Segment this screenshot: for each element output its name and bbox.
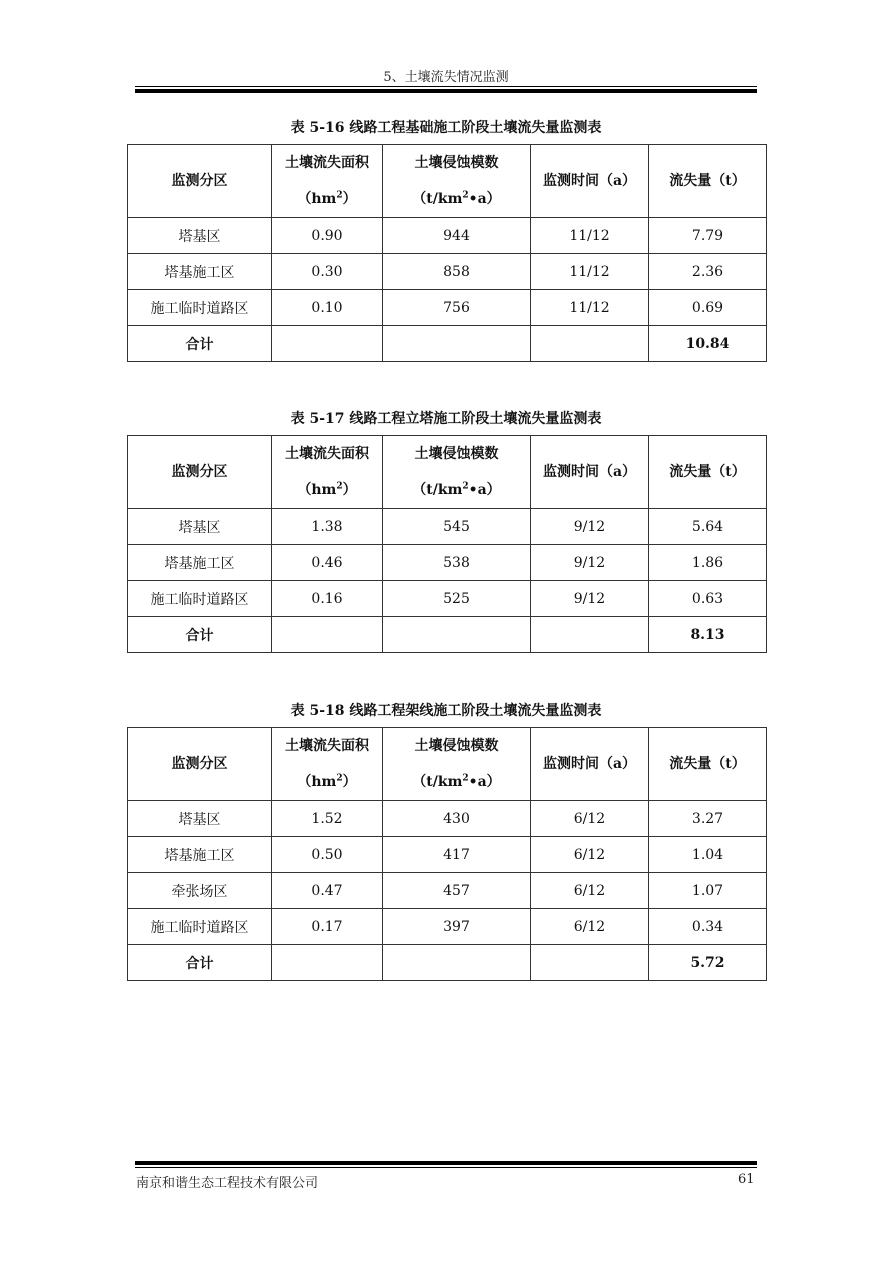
cell-loss: 3.27 (649, 801, 767, 837)
cell-zone: 塔基区 (128, 509, 272, 545)
cell-time: 9/12 (531, 545, 649, 581)
cell-empty (531, 945, 649, 981)
cell-area: 1.38 (272, 509, 383, 545)
cell-loss: 1.04 (649, 837, 767, 873)
cell-modulus: 430 (383, 801, 531, 837)
cell-modulus: 944 (383, 218, 531, 254)
cell-time: 11/12 (531, 218, 649, 254)
cell-time: 11/12 (531, 290, 649, 326)
monitoring-table (127, 727, 767, 981)
header-loss: 流失量（t） (649, 145, 767, 218)
table-row (128, 801, 767, 837)
header-time: 监测时间（a） (531, 145, 649, 218)
cell-area: 0.17 (272, 909, 383, 945)
header-modulus (383, 436, 531, 509)
cell-loss: 1.07 (649, 873, 767, 909)
table-row (128, 581, 767, 617)
cell-loss: 0.69 (649, 290, 767, 326)
header-area-unit: $(hm^2)$ (297, 481, 357, 498)
total-label: 合计 (128, 617, 272, 653)
page-number: 61 (738, 1172, 755, 1187)
table-caption: 表 5-18 线路工程架线施工阶段土壤流失量监测表 (290, 703, 602, 719)
table-header-row (128, 145, 767, 218)
footer-rule-thick (135, 1161, 757, 1165)
total-loss: 8.13 (649, 617, 767, 653)
cell-loss: 5.64 (649, 509, 767, 545)
cell-area: 1.52 (272, 801, 383, 837)
cell-area: 0.90 (272, 218, 383, 254)
cell-empty (383, 326, 531, 362)
cell-modulus: 417 (383, 837, 531, 873)
cell-zone: 施工临时道路区 (128, 290, 272, 326)
footer-company: 南京和谐生态工程技术有限公司 (136, 1176, 319, 1191)
cell-empty (272, 617, 383, 653)
header-time: 监测时间（a） (531, 728, 649, 801)
cell-time: 9/12 (531, 509, 649, 545)
table-total-row (128, 617, 767, 653)
table-row (128, 837, 767, 873)
table-caption: 表 5-16 线路工程基础施工阶段土壤流失量监测表 (290, 120, 602, 136)
header-modulus-title: 土壤侵蚀模数 (414, 446, 499, 462)
header-area-unit: $(hm^2)$ (297, 773, 357, 790)
header-loss: 流失量（t） (649, 436, 767, 509)
header-modulus-unit: $(t/km^2•a)$ (412, 773, 501, 790)
cell-modulus: 858 (383, 254, 531, 290)
header-zone: 监测分区 (128, 145, 272, 218)
header-modulus-unit: $(t/km^2•a)$ (412, 481, 501, 498)
total-label: 合计 (128, 945, 272, 981)
header-area-title: 土壤流失面积 (285, 446, 369, 462)
monitoring-table (127, 144, 767, 362)
header-area-unit: $(hm^2)$ (297, 190, 357, 207)
footer-rule-thin (135, 1167, 757, 1168)
cell-loss: 0.34 (649, 909, 767, 945)
header-loss: 流失量（t） (649, 728, 767, 801)
header-modulus-title: 土壤侵蚀模数 (414, 155, 499, 171)
header-area-title: 土壤流失面积 (285, 738, 369, 754)
total-label: 合计 (128, 326, 272, 362)
cell-zone: 牵张场区 (128, 873, 272, 909)
cell-zone: 施工临时道路区 (128, 581, 272, 617)
header-area (272, 728, 383, 801)
total-loss: 10.84 (649, 326, 767, 362)
cell-time: 6/12 (531, 909, 649, 945)
table-row (128, 254, 767, 290)
cell-zone: 施工临时道路区 (128, 909, 272, 945)
cell-empty (272, 326, 383, 362)
cell-zone: 塔基施工区 (128, 545, 272, 581)
header-rule-thin (135, 86, 757, 87)
cell-empty (383, 945, 531, 981)
header-area (272, 145, 383, 218)
cell-area: 0.16 (272, 581, 383, 617)
table-row (128, 873, 767, 909)
table-row (128, 290, 767, 326)
cell-time: 11/12 (531, 254, 649, 290)
cell-modulus: 538 (383, 545, 531, 581)
cell-time: 6/12 (531, 837, 649, 873)
cell-modulus: 545 (383, 509, 531, 545)
cell-empty (531, 326, 649, 362)
cell-time: 9/12 (531, 581, 649, 617)
table-row (128, 509, 767, 545)
cell-empty (272, 945, 383, 981)
header-zone: 监测分区 (128, 436, 272, 509)
cell-area: 0.47 (272, 873, 383, 909)
cell-time: 6/12 (531, 801, 649, 837)
header-modulus-unit: $(t/km^2•a)$ (412, 190, 501, 207)
header-modulus (383, 145, 531, 218)
cell-area: 0.30 (272, 254, 383, 290)
cell-modulus: 457 (383, 873, 531, 909)
table-row (128, 909, 767, 945)
table-total-row (128, 326, 767, 362)
cell-modulus: 525 (383, 581, 531, 617)
total-loss: 5.72 (649, 945, 767, 981)
cell-zone: 塔基区 (128, 801, 272, 837)
header-zone: 监测分区 (128, 728, 272, 801)
table-header-row (128, 728, 767, 801)
cell-area: 0.10 (272, 290, 383, 326)
cell-loss: 2.36 (649, 254, 767, 290)
cell-modulus: 756 (383, 290, 531, 326)
header-modulus-title: 土壤侵蚀模数 (414, 738, 499, 754)
cell-loss: 1.86 (649, 545, 767, 581)
header-modulus (383, 728, 531, 801)
cell-loss: 0.63 (649, 581, 767, 617)
cell-area: 0.46 (272, 545, 383, 581)
cell-zone: 塔基施工区 (128, 837, 272, 873)
header-rule-thick (135, 89, 757, 93)
header-title: 5、土壤流失情况监测 (383, 70, 509, 85)
table-row (128, 218, 767, 254)
cell-zone: 塔基施工区 (128, 254, 272, 290)
cell-time: 6/12 (531, 873, 649, 909)
table-total-row (128, 945, 767, 981)
header-area-title: 土壤流失面积 (285, 155, 369, 171)
cell-loss: 7.79 (649, 218, 767, 254)
cell-area: 0.50 (272, 837, 383, 873)
cell-modulus: 397 (383, 909, 531, 945)
cell-empty (383, 617, 531, 653)
header-area (272, 436, 383, 509)
table-row (128, 545, 767, 581)
table-header-row (128, 436, 767, 509)
cell-zone: 塔基区 (128, 218, 272, 254)
header-time: 监测时间（a） (531, 436, 649, 509)
cell-empty (531, 617, 649, 653)
monitoring-table (127, 435, 767, 653)
table-caption: 表 5-17 线路工程立塔施工阶段土壤流失量监测表 (290, 411, 602, 427)
